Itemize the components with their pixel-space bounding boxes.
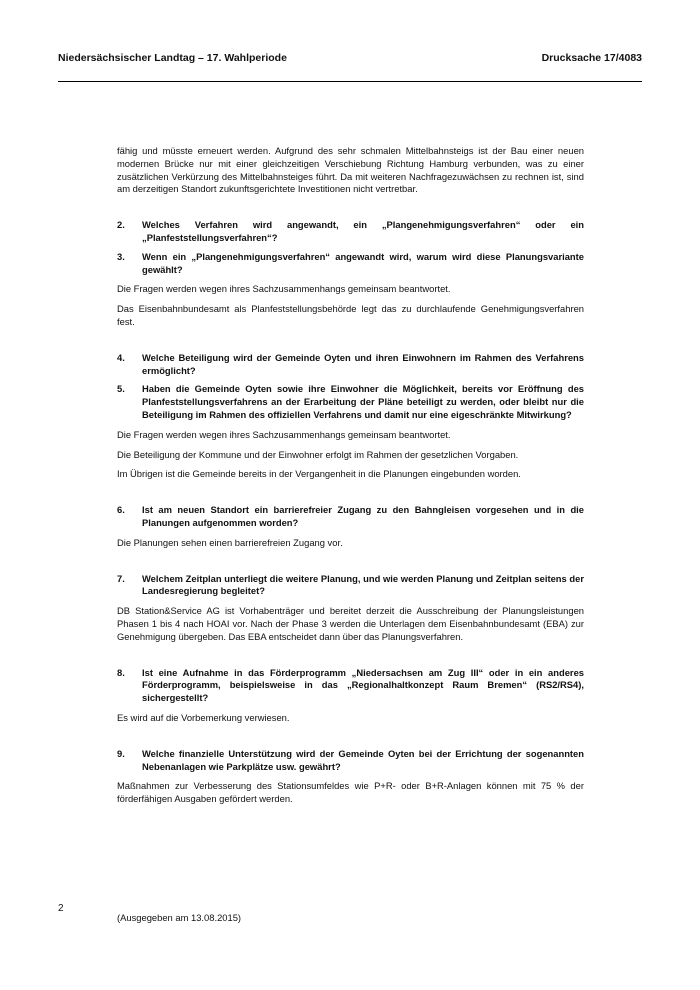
answer-paragraph: Die Beteiligung der Kommune und der Einwohner erfolgt im Rahmen der gesetzlichen Vorgaben.: [117, 448, 519, 460]
answer-paragraph: Die Fragen werden wegen ihres Sachzusammenhangs gemeinsam beantwortet.: [117, 283, 451, 295]
question-text: Haben die Gemeinde Oyten sowie ihre Einwohner die Möglichkeit, bereits vor Eröffnung des Planfeststellungsverfahrens an der Erarbeitung der Pläne beteiligt zu werden, oder bleibt nur die Beteiligung im Rahmen des offiziellen Verfahrens und damit nur eine eigeschränkte Mitwirkung?: [142, 383, 584, 420]
question-number: 8.: [117, 666, 125, 678]
question-number: 5.: [117, 383, 125, 395]
question-number: 2.: [117, 219, 125, 231]
question-3: [117, 251, 584, 277]
answer-paragraph: Die Fragen werden wegen ihres Sachzusammenhangs gemeinsam beantwortet.: [117, 428, 451, 440]
question-text: Welche Beteiligung wird der Gemeinde Oyten und ihren Einwohnern im Rahmen des Verfahrens ermöglicht?: [142, 351, 584, 376]
question-text: Ist am neuen Standort ein barrierefreier Zugang zu den Bahngleisen vorgesehen und in die Planungen aufgenommen worden?: [142, 504, 584, 528]
question-7: [117, 573, 584, 599]
question-8: [117, 667, 584, 705]
intro-paragraph: fähig und müsste erneuert werden. Aufgrund des sehr schmalen Mittelbahnsteigs ist der Bau einer neuen modernen Brücke nur mit einer gleichzeitigen Verschiebung Richtung Hamburg verbunden, was zu einer zusätzlichen Verkürzung des Mittelbahnsteiges führt. Da mit weiteren Nachfragezuwächsen zu rechnen ist, sind am derzeitigen Standort zukunftsgerichtete Investitionen nicht vertretbar.: [117, 145, 584, 195]
question-6: [117, 504, 584, 530]
page-header: [58, 52, 642, 74]
answer-paragraph: Das Eisenbahnbundesamt als Planfeststellungsbehörde legt das zu durchlaufende Genehmigungsverfahren fest.: [117, 303, 584, 327]
page-number: 2: [58, 903, 64, 914]
question-text: Welches Verfahren wird angewandt, ein „Plangenehmigungsverfahren“ oder ein „Planfeststellungsverfahren“?: [142, 219, 584, 243]
header-parliament: Niedersächsischer Landtag – 17. Wahlperiode: [58, 52, 287, 64]
question-number: 9.: [117, 747, 125, 759]
question-number: 6.: [117, 504, 125, 516]
question-4: [117, 352, 584, 378]
header-divider: [58, 81, 642, 82]
answer-paragraph: Im Übrigen ist die Gemeinde bereits in der Vergangenheit in die Planungen eingebunden worden.: [117, 468, 521, 480]
answer-paragraph: Die Planungen sehen einen barrierefreien Zugang vor.: [117, 536, 343, 548]
question-number: 7.: [117, 572, 125, 584]
question-number: 4.: [117, 351, 125, 363]
answer-paragraph: Es wird auf die Vorbemerkung verwiesen.: [117, 711, 290, 723]
answer-paragraph: Maßnahmen zur Verbesserung des Stationsumfeldes wie P+R- oder B+R-Anlagen können mit 75 % der förderfähigen Ausgaben gefördert werden.: [117, 780, 584, 805]
question-text: Welchem Zeitplan unterliegt die weitere Planung, und wie werden Planung und Zeitplan seitens der Landesregierung begleitet?: [142, 572, 584, 597]
question-5: [117, 383, 584, 421]
document-body: [117, 145, 584, 806]
question-9: [117, 748, 584, 774]
answer-paragraph: DB Station&Service AG ist Vorhabenträger und bereitet derzeit die Ausschreibung der Planungsleistungen Phasen 1 bis 4 nach HOAI vor. Nach der Phase 3 werden die Unterlagen dem Eisenbahnbundesamt (EBA) zur Genehmigung übergeben. Das EBA entscheidet dann über das Planungsverfahren.: [117, 605, 584, 642]
issue-date-footer: (Ausgegeben am 13.08.2015): [117, 912, 242, 923]
header-document-number: Drucksache 17/4083: [541, 52, 642, 64]
question-number: 3.: [117, 250, 125, 262]
question-text: Ist eine Aufnahme in das Förderprogramm „Niedersachsen am Zug III“ oder in ein anderes Förderprogramm, beispielsweise in das „Regionalhaltkonzept Raum Bremen“ (RS2/RS4), sichergestellt?: [142, 666, 584, 704]
question-2: [117, 219, 584, 245]
question-text: Wenn ein „Plangenehmigungsverfahren“ angewandt wird, warum wird diese Planungsvariante gewählt?: [142, 250, 584, 275]
question-text: Welche finanzielle Unterstützung wird der Gemeinde Oyten bei der Errichtung der sogenannten Nebenanlagen wie Parkplätze usw. gewährt?: [142, 747, 584, 772]
